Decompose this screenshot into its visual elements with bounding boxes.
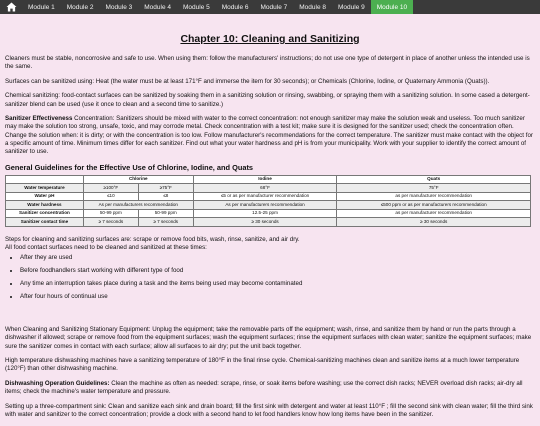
table-cell: ≥ 30 seconds [193, 218, 337, 227]
table-cell: 75°F [337, 184, 531, 193]
chapter-content [5, 33, 535, 426]
sanitizer-effectiveness-paragraph [5, 115, 535, 156]
table-cell: ≤500 ppm or as per manufacturers recommendation [337, 201, 531, 210]
table-header-iodine: Iodine [193, 175, 337, 184]
tab-module-1[interactable]: Module 1 [28, 3, 55, 11]
tab-module-3[interactable]: Module 3 [105, 3, 133, 11]
table-row [6, 209, 531, 218]
table-cell: ≥100°F [83, 184, 138, 193]
contact-surfaces-text: All food contact surfaces need to be cleaned and sanitized at these times: [5, 243, 207, 251]
cleaning-steps-block [5, 236, 535, 252]
tab-module-9[interactable]: Module 9 [338, 3, 365, 11]
table-header-quats: Quats [337, 175, 531, 184]
list-item: • After they are used [20, 254, 535, 262]
sanitizer-effectiveness-label: Sanitizer Effectiveness [5, 115, 73, 123]
table-row [6, 201, 531, 210]
tab-module-10[interactable]: Module 10 [371, 0, 413, 14]
table-cell: ≥ 7 seconds [138, 218, 193, 227]
table-cell: ≥ 7 seconds [83, 218, 138, 227]
table-row [6, 184, 531, 193]
page-title: Chapter 10: Cleaning and Sanitizing [180, 33, 360, 45]
list-item: • Any time an interruption takes place during a task and the items being used may become contaminated [20, 280, 535, 288]
table-cell: ≥75°F [138, 184, 193, 193]
table-cell: As per manufacturers recommendation [83, 201, 193, 210]
row-label: Sanitizer contact time [6, 218, 84, 227]
list-item: • Before foodhandlers start working with different type of food [20, 267, 535, 275]
table-cell: ≤5 or as per manufacturer recommendation [193, 192, 337, 201]
table-header-row [6, 175, 531, 184]
table-cell: 12.5-25 ppm [193, 209, 337, 218]
tab-module-7[interactable]: Module 7 [260, 3, 288, 11]
tab-module-4[interactable]: Module 4 [144, 3, 171, 11]
cleaning-steps-text: Steps for cleaning and sanitizing surfaces are: scrape or remove food bits, wash, rinse, sanitize, and air dry. [5, 235, 300, 243]
row-label: Water temperature [6, 184, 84, 193]
sanitizer-guidelines-table [5, 175, 531, 227]
dishwashing-guidelines-paragraph [5, 380, 535, 396]
dishwashing-temperature-paragraph: High temperature dishwashing machines have a sanitizing temperature of 180°F in the final rinse cycle. Chemical-sanitizing machines clean and sanitize items at a much lower temperature (120°F) than other dishwashing machine. [5, 357, 520, 373]
row-label: Sanitizer concentration [6, 209, 84, 218]
table-cell: ≤8 [138, 192, 193, 201]
home-icon [6, 2, 17, 12]
spacer [5, 308, 535, 326]
table-cell: as per manufacturer recommendation [337, 192, 531, 201]
table-cell: 50-99 ppm [83, 209, 138, 218]
tab-module-8[interactable]: Module 8 [299, 3, 326, 11]
table-row [6, 218, 531, 227]
table-cell: ≤10 [83, 192, 138, 201]
chemical-sanitizing-paragraph: Chemical sanitizing: food-contact surfaces can be sanitized by soaking them in a sanitizing solution or rinsing, swabbing, or spraying them with a sanitizing solution. In some cased a detergent-sanitizer blend can be used (use it once to clean and a second time to sanitize.) [5, 92, 530, 108]
table-row [6, 192, 531, 201]
cleaning-times-list [20, 254, 535, 302]
sanitizing-methods-paragraph: Surfaces can be sanitized using: Heat (the water must be at least 171°F and immerse the item for 30 seconds); or Chemicals (Chlorine, Iodine, or Quaternary Ammonia (Quats)). [5, 77, 490, 85]
tab-module-2[interactable]: Module 2 [66, 3, 94, 11]
table-header-chlorine: Chlorine [83, 175, 193, 184]
table-header-blank [6, 175, 84, 184]
three-compartment-sink-paragraph: Setting up a three-compartment sink: Clean and sanitize each sink and drain board; fill the first sink with detergent and water at least 110°F ; fill the second sink with clean water; fill the third sink with water and sanitizer to the correct concentration; provide a clock with a second hand to let food handlers know how long items have been in the sanitizer. [5, 402, 533, 419]
table-cell: ≥ 30 seconds [337, 218, 531, 227]
sanitizer-effectiveness-text: Concentration: Sanitizers should be mixed with water to the correct concentration: not enough sanitizer may make the solution weak and useless. Too much sanitizer may make the solution too strong, unsafe, toxic, and may corrode metal. Check concentration with a test kit; make sure it is designed for the sanitizer used; check the concentration often. Change the solution when: it is dirty; or with the concentration is too low. Follow manufacturer's recommendations for the correct temperature. The sanitizer must make contact with the object for a specific amount of time. Minimum times differ for each sanitizer. Find out what your water hardness and pH is from your municipality. Work with your supplier to identify the correct amount of sanitizer to use. [5, 115, 533, 156]
dishwashing-guidelines-label: Dishwashing Operation Guidelines: [5, 380, 110, 388]
stationary-equipment-paragraph: When Cleaning and Sanitizing Stationary Equipment: Unplug the equipment; take the removable parts off the equipment; wash, rinse, and sanitize them by hand or run the parts through a dishwasher if allowed; scrape or remove food from the equipment surfaces; wash the equipment surfaces; rinse the equipment surfaces with clean water; sanitize the equipment surfaces; make sure the sanitizer comes in contact with each surface; allow all surfaces to air dry; put the unit back together. [5, 326, 532, 350]
table-cell: 68°F [193, 184, 337, 193]
table-cell: 50-99 ppm [138, 209, 193, 218]
table-cell: As per manufacturers recommendation [193, 201, 337, 210]
row-label: Water hardness [6, 201, 84, 210]
module-nav-bar [0, 0, 540, 14]
table-cell: as per manufacturer recommendation [337, 209, 531, 218]
tab-module-5[interactable]: Module 5 [183, 3, 210, 11]
tab-module-6[interactable]: Module 6 [221, 3, 249, 11]
home-button[interactable] [0, 0, 22, 14]
row-label: Water pH [6, 192, 84, 201]
dishwashing-guidelines-text: Clean the machine as often as needed: scrape, rinse, or soak items before washing; use the correct dish racks; NEVER overload dish racks; air-dry all items; check the machine's water temperature and pressure. [5, 380, 523, 396]
list-item: • After four hours of continual use [20, 293, 535, 301]
cleaners-paragraph: Cleaners must be stable, noncorrosive and safe to use. When using them: follow the manufacturers' instructions; do not use one type of detergent in place of another unless the intended use is the same. [5, 54, 530, 71]
guidelines-table-heading: General Guidelines for the Effective Use of Chlorine, Iodine, and Quats [5, 162, 254, 172]
